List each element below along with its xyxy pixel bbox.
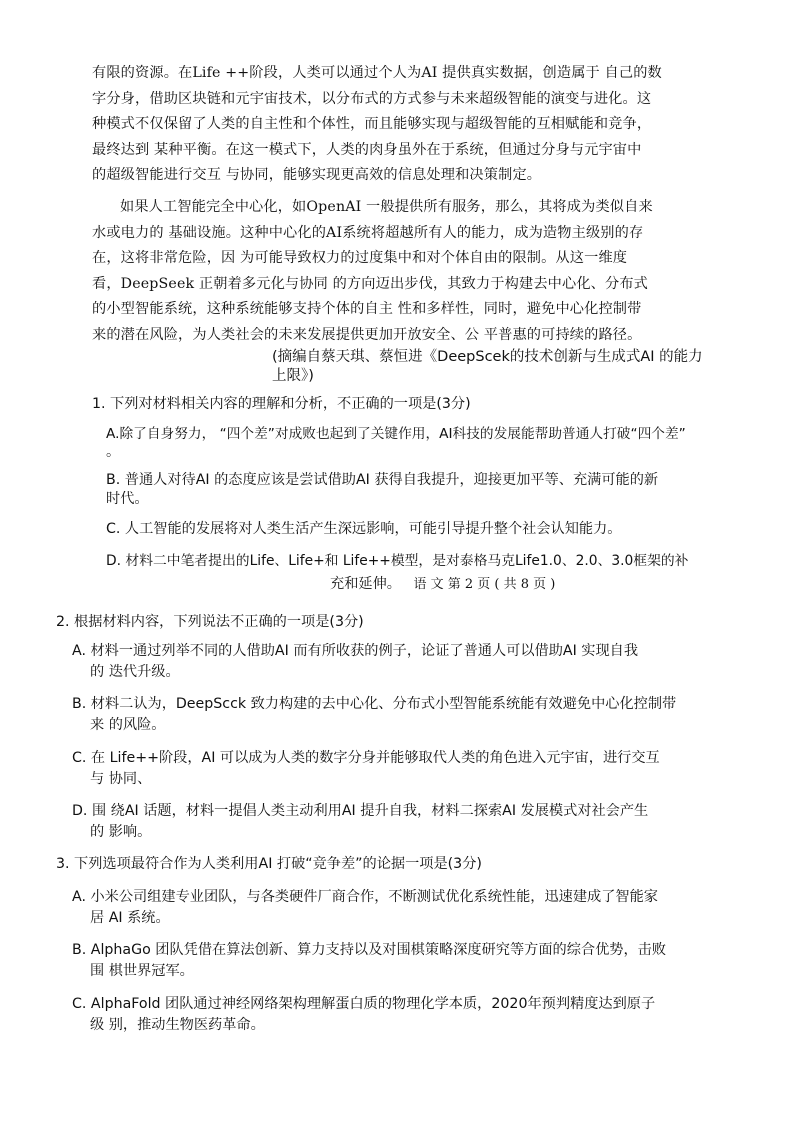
q3-option-c: C. AlphaFold 团队通过神经网络架构理解蛋白质的物理化学本质，2020年预判精度达到原子	[72, 996, 656, 1012]
page-footer: 语 文 第 2 页 ( 共 8 页 )	[413, 577, 556, 592]
q1-option-b: 时代。	[106, 491, 149, 507]
passage-line: 种模式不仅保留了人类的自主性和个体性，而且能够实现与超级智能的互相赋能和竞争，	[92, 116, 652, 132]
passage-line: 有限的资源。在Life ++阶段，人类可以通过个人为AI 提供真实数据，创造属于 自己的数	[92, 65, 662, 81]
q2-option-d: 的 影响。	[90, 824, 152, 840]
passage-line: 在，这将非常危险，因 为可能导致权力的过度集中和对个体自由的限制。从这一维度	[92, 250, 628, 266]
question-1-stem: 1. 下列对材料相关内容的理解和分析，不正确的一项是(3分)	[92, 396, 471, 412]
q3-option-c: 级 别，推动生物医药革命。	[90, 1017, 265, 1033]
passage-line: 来的潜在风险，为人类社会的未来发展提供更加开放安全、公 平普惠的可持续的路径。	[92, 327, 642, 343]
passage-line: 的小型智能系统，这种系统能够支持个体的自主 性和多样性，同时，避免中心化控制带	[92, 301, 642, 317]
passage-line: 的超级智能进行交互 与协同，能够实现更高效的信息处理和决策制定。	[92, 167, 542, 183]
q1-option-d-end: 充和延伸。	[330, 576, 401, 592]
question-2-stem: 2. 根据材料内容，下列说法不正确的一项是(3分)	[56, 614, 364, 630]
q1-option-d	[330, 573, 555, 593]
passage-line: 如果人工智能完全中心化，如OpenAI 一般提供所有服务，那么，其将成为类似自来	[120, 199, 653, 215]
q3-option-b: B. AlphaGo 团队凭借在算法创新、算力支持以及对围棋策略深度研究等方面的综合优势，击败	[72, 942, 667, 958]
q2-option-b: 来 的风险。	[90, 717, 166, 733]
q2-option-a: 的 迭代升级。	[90, 664, 180, 680]
passage-line: 最终达到 某种平衡。在这一模式下，人类的肉身虽外在于系统，但通过分身与元宇宙中	[92, 142, 642, 158]
q2-option-c: 与 协同、	[90, 771, 152, 787]
q2-option-d: D. 围 绕AI 话题，材料一提倡人类主动利用AI 提升自我，材料二探索AI 发展模式对社会产生	[72, 803, 649, 819]
q1-option-d: D. 材料二中笔者提出的Life、Life+和 Life++模型，是对泰格马克Life1.0、2.0、3.0框架的补	[106, 553, 689, 569]
source-citation: 上限》)	[272, 368, 314, 384]
q3-option-a: 居 AI 系统。	[90, 910, 170, 926]
q3-option-a: A. 小米公司组建专业团队，与各类硬件厂商合作，不断测试优化系统性能，迅速建成了智能家	[72, 889, 658, 905]
q1-option-a: A.除了自身努力， “四个差”对成败也起到了关键作用，AI科技的发展能帮助普通人打破“四个差”	[106, 426, 686, 442]
q2-option-b: B. 材料二认为，DeepScck 致力构建的去中心化、分布式小型智能系统能有效避免中心化控制带	[72, 696, 677, 712]
question-3-stem: 3. 下列选项最符合作为人类利用AI 打破“竞争差”的论据一项是(3分)	[56, 856, 482, 872]
q2-option-a: A. 材料一通过列举不同的人借助AI 而有所收获的例子，论证了普通人可以借助AI 实现自我	[72, 643, 639, 659]
q3-option-b: 围 棋世界冠军。	[90, 963, 194, 979]
passage-line: 水或电力的 基础设施。这种中心化的AI系统将超越所有人的能力，成为造物主级别的存	[92, 225, 644, 241]
passage-line: 字分身，借助区块链和元宇宙技术，以分布式的方式参与未来超级智能的演变与进化。这	[92, 91, 652, 107]
q1-option-b: B. 普通人对待AI 的态度应该是尝试借助AI 获得自我提升，迎接更加平等、充满可能的新	[106, 472, 659, 488]
q1-option-a: 。	[106, 444, 121, 460]
source-citation: (摘编自蔡天琪、蔡恒进《DeepScek的技术创新与生成式AI 的能力	[272, 349, 703, 365]
passage-line: 看，DeepSeek 正朝着多元化与协同 的方向迈出步伐，其致力于构建去中心化、分布式	[92, 276, 649, 292]
q2-option-c: C. 在 Life++阶段，AI 可以成为人类的数字分身并能够取代人类的角色进入元宇宙，进行交互	[72, 750, 660, 766]
q1-option-c: C. 人工智能的发展将对人类生活产生深远影响，可能引导提升整个社会认知能力。	[106, 521, 622, 537]
